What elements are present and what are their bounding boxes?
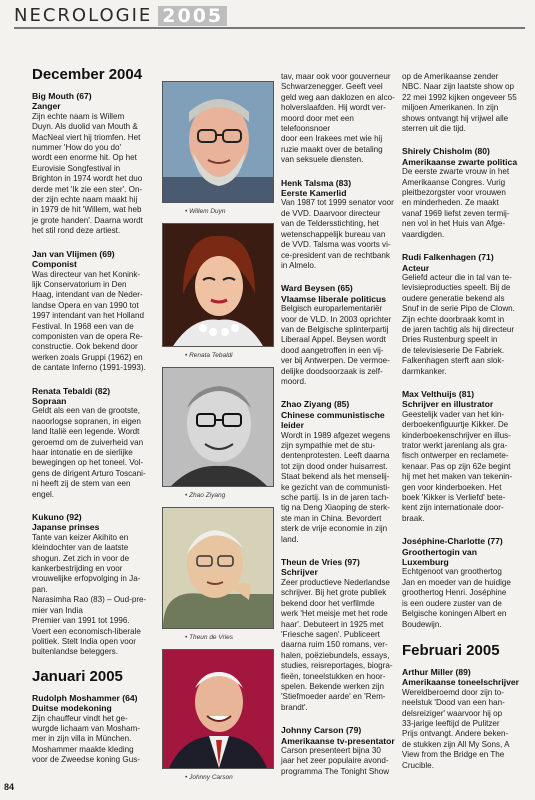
text-line: werk 'Het meisje met het rode: [281, 609, 388, 619]
text-line: Jan en moeder van de huidige: [402, 577, 511, 587]
text-line: programma The Tonight Show: [281, 766, 390, 776]
text-line: Falkenhagen sterft aan slok-: [402, 356, 505, 366]
photo-willem-duyn: [162, 81, 274, 215]
text-line: shogun. Zet zich in voor de: [32, 553, 130, 563]
text-line: engel.: [32, 489, 55, 499]
obituary-role: Amerikaanse toneelschrijver: [402, 677, 520, 688]
text-line: dood aangetroffen in een vij-: [281, 345, 384, 355]
obituary-role: Chinese communistische leider: [281, 409, 385, 431]
obituary-name: Renata Tebaldi (82): [32, 385, 111, 396]
text-line: shows ontvangt hij vrijwel alle: [402, 113, 509, 123]
text-line: ver bij Antwerpen. De vermoe-: [281, 356, 390, 366]
obituary-role: Schrijver en illustrator: [402, 399, 494, 410]
text-line: pan.: [32, 584, 48, 594]
text-line: Boudewijn.: [402, 619, 442, 629]
text-line: de VVD. Daarvoor directeur: [281, 208, 381, 218]
text-line: sterren uit die tijd.: [402, 124, 466, 134]
text-line: geroemd om de zuiverheid van: [32, 437, 144, 447]
obituary-text: [32, 406, 160, 500]
text-line: halen, poëziebundels, essays,: [281, 650, 390, 660]
text-line: tot zijn dood onder huisarrest.: [281, 461, 388, 471]
text-line: bewegingen op het toneel. Vol-: [32, 458, 144, 468]
text-line: Moshammer maakte kleding: [32, 744, 134, 754]
obituary-role: Eerste Kamerlid: [281, 188, 347, 199]
photo-caption: • Zhao Ziyang: [185, 492, 226, 499]
text-line: land.: [281, 534, 299, 544]
text-line: vrouwelijke erfopvolging in Ja-: [32, 574, 141, 584]
text-line: door een Irakees met wie hij: [281, 134, 383, 144]
obituary-text: [281, 746, 397, 777]
text-line: kankerbestrijding en voor: [32, 564, 123, 574]
text-line: zijn sympathie met de stu-: [281, 441, 376, 450]
text-line: Eurovisie Songfestival in: [32, 163, 121, 173]
text-line: de jaren tachtig als hij directeur: [402, 324, 515, 334]
text-line: trator werkt jarenlang als gra-: [402, 441, 508, 450]
text-line: de cantate Inferno (1991-1993).: [32, 363, 146, 373]
text-line: Festival. In 1968 een van de: [32, 321, 134, 331]
text-line: je grote handen'. Daarna wordt: [32, 215, 143, 225]
text-line: der zijn echte naam maakt hij: [32, 195, 138, 205]
obituary-name: Shirely Chisholm (80): [402, 146, 490, 157]
obituary-entry: [402, 389, 526, 524]
text-line: in 1979 de hit 'Willem, wat heb: [32, 205, 142, 215]
text-line: lijk Conservatorium in Den: [32, 279, 127, 289]
text-line: Voert een economisch-liberale: [32, 626, 141, 636]
text-line: kleindochter van de laatste: [32, 543, 129, 553]
text-line: haar intonatie en de sierlijke: [32, 448, 133, 457]
text-line: groothertog Henri. Joséphine: [402, 588, 507, 598]
text-line: nen vol in het Huis van Afge-: [402, 219, 506, 229]
text-line: voor de VLD. In 2003 oprichter: [281, 314, 392, 324]
text-line: is een oudere zuster van de: [402, 598, 502, 608]
text-line: van de Belgische splinterpartij: [281, 324, 389, 334]
obituary-entry: [402, 146, 526, 240]
obituary-entry: [402, 536, 526, 630]
text-line: Snuf in de serie Pipo de Clown.: [402, 304, 515, 314]
text-line: Zijn chauffeur vindt het ge-: [32, 713, 128, 723]
obituary-text: [402, 567, 526, 629]
text-line: bekend door het verfilmde: [281, 598, 375, 608]
text-line: kinderboekenschrijver en illus-: [402, 430, 511, 440]
text-line: schrijver. Bij het grote publiek: [281, 588, 387, 598]
obituary-text: [32, 714, 160, 766]
text-line: pleitbezorgster voor vrouwen: [402, 188, 506, 198]
text-line: van de Teldersstichting, het: [281, 219, 379, 229]
text-line: van seksuele diensten.: [281, 155, 364, 165]
obituary-entry: [281, 725, 397, 777]
text-line: dentenprotesten. Leeft daarna: [281, 451, 390, 461]
text-line: 33-jarige leeftijd de Pulitzer: [402, 718, 500, 728]
text-line: moord.: [281, 376, 307, 386]
continued-text: [402, 72, 526, 134]
section-year: 2005: [158, 6, 227, 26]
text-line: op de Amerikaanse zender: [402, 72, 499, 81]
column-1: [32, 62, 160, 778]
text-line: wordt een enorme hit. Op het: [32, 153, 137, 163]
obituary-text: [402, 167, 526, 240]
obituary-text: [281, 304, 397, 387]
obituary-role: Schrijver: [281, 567, 318, 578]
text-line: View from the Bridge en The: [402, 750, 505, 760]
text-line: kent zijn internationale door-: [402, 503, 504, 513]
obituary-name: Max Velthuijs (81): [402, 388, 475, 399]
text-line: tav, maar ook voor gouverneur: [281, 72, 391, 81]
text-line: brandt'.: [281, 702, 308, 712]
text-line: jaar het zeer populaire avond-: [281, 756, 389, 766]
column-3: [402, 72, 526, 783]
column-2: [281, 72, 397, 789]
obituary-role: Acteur: [402, 262, 430, 273]
text-line: 'Friesche sagen'. Publiceert: [281, 629, 380, 639]
page-number: 84: [4, 782, 15, 792]
text-line: landse Opera en van 1990 tot: [32, 300, 139, 310]
obituary-entry: [402, 252, 526, 377]
obituary-name: Ward Beysen (65): [281, 283, 353, 294]
text-line: Brighton in 1974 wordt het duo: [32, 174, 143, 184]
text-line: studies, reisreportages, biogra-: [281, 661, 393, 671]
text-line: mier van India: [32, 605, 83, 615]
obituary-name: Big Mouth (67): [32, 91, 92, 101]
obituary-role: Amerikaanse tv-presentator: [281, 735, 395, 746]
text-line: politiek. Stelt India open voor: [32, 636, 136, 646]
obituary-role: Groothertogin van Luxemburg: [402, 546, 477, 568]
text-line: Tante van keizer Akihito en: [32, 532, 129, 542]
section-title: NECROLOGIE: [14, 5, 153, 26]
text-line: de stukken zijn All My Sons, A: [402, 739, 510, 749]
text-line: fieën, toneelstukken en hoor-: [281, 671, 386, 681]
text-line: vanaf 1969 liefst zeven termij-: [402, 208, 510, 218]
text-line: derboekenfiguurtje Kikker. De: [402, 420, 509, 430]
text-line: ke gezicht van de communisti-: [281, 482, 390, 492]
obituary-name: Zhao Ziyang (85): [281, 399, 350, 410]
text-line: de televisieserie De Fabriek.: [402, 345, 505, 355]
obituary-name: Rudi Falkenhagen (71): [402, 252, 494, 263]
text-line: braak.: [402, 513, 425, 523]
photo-caption: • Renata Tebaldi: [185, 352, 233, 359]
month-heading-februari-2005: Februari 2005: [402, 641, 500, 659]
obituary-entry: [32, 693, 160, 766]
text-line: derde met 'Ik zie een ster'. On-: [32, 184, 143, 194]
text-line: Zijn echte naam is Willem: [32, 111, 125, 121]
obituary-text: [402, 410, 526, 524]
obituary-role: Duitse modekoning: [32, 703, 112, 714]
photo-caption: • Willem Duyn: [185, 208, 226, 215]
text-line: tig na Deng Xiaoping de sterk-: [281, 503, 390, 513]
text-line: De eerste zwarte vrouw in het: [402, 167, 510, 177]
text-line: oudere generatie bekend als: [402, 293, 505, 303]
month-heading-december-2004: December 2004: [32, 66, 143, 83]
text-line: boek 'Kikker is Verliefd' bete-: [402, 493, 506, 503]
text-line: Staat bekend als het menselij-: [281, 472, 390, 482]
photo-column: [162, 81, 276, 789]
text-line: MacNeal viert hij triomfen. Het: [32, 132, 141, 142]
text-line: moord door met een telefoonsnoer: [281, 113, 354, 134]
text-line: sche partij. Is in de jaren tach-: [281, 493, 389, 503]
obituary-entry: [32, 512, 160, 658]
obituary-text: [402, 273, 526, 377]
text-line: Premier van 1991 tot 1996.: [32, 616, 130, 626]
text-line: Van 1987 tot 1999 senator voor: [281, 198, 394, 208]
text-line: Amerikaanse Congres. Vurig: [402, 177, 506, 187]
text-line: 22 mei 1992 kijken ongeveer 55: [402, 92, 517, 102]
text-line: delsreiziger' waarvoor hij op: [402, 708, 503, 718]
text-line: ruzie maakt over de betaling: [281, 144, 383, 154]
text-line: kenaar. Pas op zijn 62e begint: [402, 461, 511, 471]
obituary-name: Johnny Carson (79): [281, 725, 362, 736]
obituary-entry: [281, 557, 397, 713]
obituary-entry: [281, 178, 397, 272]
obituary-role: Componist: [32, 259, 77, 270]
text-line: daarna ruim 150 romans, ver-: [281, 640, 388, 650]
text-line: geld weg aan daklozen en alco-: [281, 92, 395, 102]
section-header: [14, 4, 227, 26]
obituary-text: [32, 270, 160, 374]
text-line: componisten van de opera Re-: [32, 331, 143, 341]
text-line: Zijn echte doorbraak komt in: [402, 314, 505, 324]
text-line: werken zoals Gruppi (1962) en: [32, 352, 143, 362]
text-line: darmkanker.: [402, 366, 447, 376]
obituary-entry: [32, 386, 160, 500]
obituary-name: Henk Talsma (83): [281, 177, 352, 188]
text-line: ni heeft zij de stem van een: [32, 479, 131, 489]
text-line: Wereldberoemd door zijn to-: [402, 687, 504, 697]
text-line: land Italië een legende. Wordt: [32, 427, 140, 437]
text-line: in Almelo.: [281, 260, 317, 270]
text-line: vaardigden.: [402, 229, 445, 239]
photo-johnny-carson: [162, 649, 274, 781]
obituary-name: Jan van Vlijmen (69): [32, 248, 115, 259]
text-line: Geldt als een van de grootste,: [32, 406, 140, 416]
obituary-text: [281, 431, 397, 545]
obituary-entry: [32, 91, 160, 237]
text-line: Schwarzenegger. Geeft veel: [281, 82, 383, 92]
text-line: 'Stiefmoeder aarde' en 'Rem-: [281, 692, 386, 702]
obituary-text: [32, 533, 160, 658]
photo-renata-tebaldi: [162, 223, 274, 359]
obituary-entry: [32, 249, 160, 374]
photo-caption: • Theun de Vries: [185, 634, 234, 641]
header-divider: [14, 27, 525, 29]
month-heading-januari-2005: Januari 2005: [32, 667, 123, 685]
text-line: hij met het maken van tekenin-: [402, 472, 513, 482]
text-line: en minderheden. Ze maakt: [402, 198, 499, 208]
text-line: fisch ontwerper en reclamete-: [402, 451, 509, 461]
obituary-name: Joséphine-Charlotte (77): [402, 536, 503, 547]
text-line: constructie. Ook bekend door: [32, 342, 138, 352]
text-line: levisieproducties speelt. Bij de: [402, 283, 511, 293]
text-line: sterk de vrije economie in zijn: [281, 524, 388, 534]
text-line: Dries Rustenburg speelt in: [402, 335, 498, 345]
obituary-name: Arthur Miller (89): [402, 666, 471, 677]
obituary-role: Amerikaanse zwarte politica: [402, 156, 518, 167]
obituary-entry: [281, 399, 397, 545]
text-line: Carson presenteert bijna 30: [281, 745, 381, 755]
obituary-name: Theun de Vries (97): [281, 557, 360, 568]
text-line: Prijs ontvangt. Andere beken-: [402, 729, 509, 739]
photo-zhao-ziyang: [162, 367, 274, 499]
text-line: holverslaafden. Hij wordt ver-: [281, 103, 386, 113]
text-line: gens de dirigent Arturo Toscani-: [32, 468, 146, 478]
photo-theun-de-vries: [162, 507, 274, 641]
obituary-name: Kukuno (92): [32, 512, 82, 523]
text-line: ste man in China. Bevordert: [281, 513, 382, 523]
text-line: ce-president van de rechtbank: [281, 250, 390, 260]
text-line: delijke doodsoorzaak is zelf-: [281, 366, 383, 376]
obituary-role: Zanger: [32, 101, 61, 112]
text-line: Geliefd acteur die in tal van te-: [402, 272, 512, 282]
obituary-role: Vlaamse liberale politicus: [281, 293, 387, 304]
obituary-text: [281, 198, 397, 271]
text-line: Narasimha Rao (83) – Oud-pre-: [32, 595, 147, 605]
text-line: miljoen Amerikanen. In zijn: [402, 103, 499, 113]
obituary-text: [402, 688, 526, 771]
text-line: Belgisch europarlementariër: [281, 304, 383, 314]
photo-caption: • Johnny Carson: [185, 774, 233, 781]
text-line: Duyn. Als duolid van Mouth &: [32, 122, 138, 132]
text-line: Was directeur van het Konink-: [32, 269, 141, 279]
text-line: 1997 intendant van het Holland: [32, 311, 145, 321]
text-line: Crucible.: [402, 760, 434, 770]
text-line: Echtgenoot van groothertog: [402, 567, 502, 577]
text-line: mer in zijn villa in München.: [32, 734, 132, 744]
obituary-entry: [281, 283, 397, 387]
text-line: Belgische koningen Albert en: [402, 609, 507, 619]
text-line: neelstuk 'Dood van een han-: [402, 698, 505, 708]
text-line: voor de Zweedse koning Gus-: [32, 755, 140, 765]
text-line: Haag, intendant van de Neder-: [32, 290, 143, 300]
obituary-text: [281, 578, 397, 713]
text-line: Zeer productieve Nederlandse: [281, 577, 390, 587]
text-line: haar'. Debuteert in 1925 met: [281, 619, 384, 629]
text-line: buitenlandse beleggers.: [32, 647, 118, 657]
text-line: gen voor kinderboeken. Het: [402, 482, 502, 492]
text-line: Geestelijk vader van het kin-: [402, 409, 505, 419]
text-line: Liberaal Appel. Beysen wordt: [281, 335, 386, 345]
text-line: het stil rond deze artiest.: [32, 226, 121, 236]
text-line: wetenschappelijk bureau van: [281, 229, 386, 239]
obituary-entry: [402, 667, 526, 771]
text-line: Wordt in 1989 afgezet wegens: [281, 430, 391, 440]
text-line: wurgde lichaam van Mosham-: [32, 723, 140, 733]
continued-text: [281, 72, 397, 166]
obituary-role: Sopraan: [32, 395, 67, 406]
obituary-role: Japanse prinses: [32, 522, 100, 533]
text-line: de VVD. Talsma was voorts vi-: [281, 240, 391, 250]
text-line: NBC. Naar zijn laatste show op: [402, 82, 515, 92]
obituary-name: Rudolph Moshammer (64): [32, 692, 138, 703]
obituary-text: [32, 112, 160, 237]
text-line: spelen. Bekende werken zijn: [281, 681, 385, 691]
text-line: nummer 'How do you do': [32, 143, 122, 153]
text-line: naoorlogse sopranen, in eigen: [32, 416, 141, 426]
